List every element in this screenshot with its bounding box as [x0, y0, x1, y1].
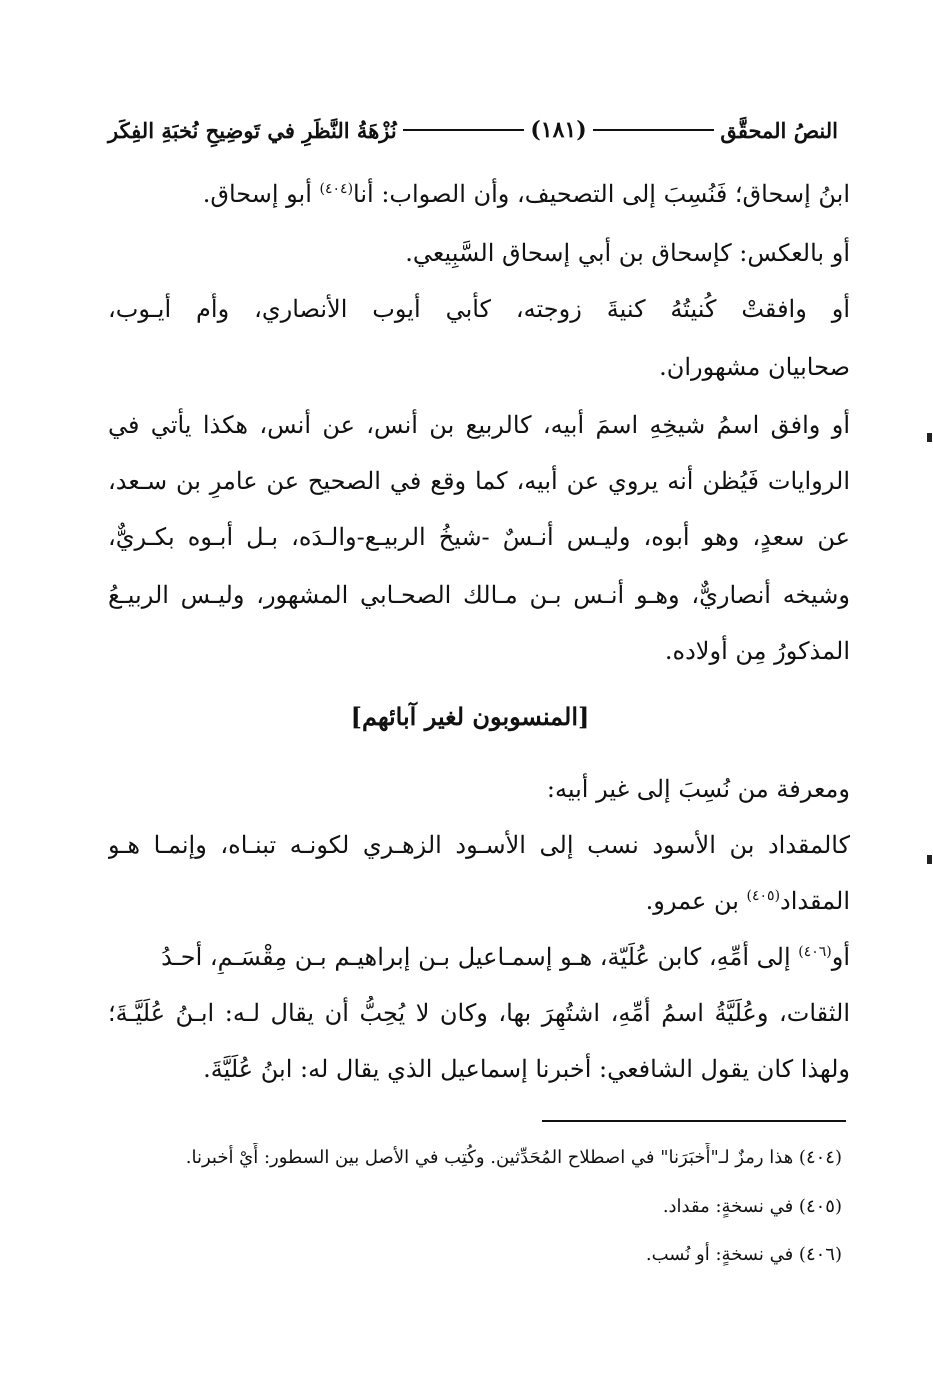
- scan-mark: [927, 433, 932, 442]
- body-text: أو: [831, 943, 850, 971]
- running-header: [108, 110, 838, 150]
- footnote: (٤٠٥) في نسخةٍ: مقداد.: [662, 1196, 842, 1217]
- body-line: أو وافقتْ كُنيتُهُ كنيةَ زوجته، كأبي أيوب الأنصاري، وأُم أيـوب،: [108, 295, 850, 323]
- body-line: ومعرفة من نُسِبَ إلى غير أبيه:: [546, 775, 850, 803]
- body-line: وشيخه أنصاريٌّ، وهـو أنـس بـن مـالك الصحـابي المشهور، وليـس الربيـعُ: [108, 581, 850, 609]
- body-line: الروايات فَيُظن أنه يروي عن أبيه، كما وقع في الصحيح عن عامرِ بن سـعد،: [108, 467, 850, 495]
- body-line: صحابيان مشهوران.: [659, 353, 850, 381]
- body-line: الثقات، وعُلَيَّةُ اسمُ أُمِّهِ، اشتُهِرَ بها، وكان لا يُحِبُّ أن يقال لـه: ابـنُ عُلَيَّـةَ؛: [108, 999, 850, 1027]
- body-line: أو وافق اسمُ شيخِهِ اسمَ أبيه، كالربيع بن أنس، عن أنس، هكذا يأتي في: [108, 411, 850, 439]
- body-line: كالمقداد بن الأسود نسب إلى الأسـود الزهـري لكونـه تبنـاه، وإنمـا هـو: [108, 831, 850, 859]
- header-left-title: نُزْهَةُ النَّظَرِ في تَوضِيحِ نُخبَةِ الفِكَر: [108, 117, 397, 143]
- scan-mark: [927, 855, 932, 864]
- body-line: [108, 177, 850, 211]
- footnote-ref: (٤٠٥): [746, 888, 781, 904]
- footnote-ref: (٤٠٤): [319, 181, 354, 197]
- body-line: [108, 884, 850, 918]
- body-line: ولهذا كان يقول الشافعي: أخبرنا إسماعيل الذي يقال له: ابنُ عُلَيَّةَ.: [203, 1055, 850, 1083]
- page-number: (١٨١): [530, 117, 587, 143]
- body-text: إلى أُمِّهِ، كابن عُلَيّة، هـو إسمـاعيل بـن إبراهيـم بـن مِقْسَـمٍ، أحـدُ: [161, 943, 799, 971]
- footnote: (٤٠٤) هذا رمزٌ لـ"أَخبَرَنا" في اصطلاح المُحَدِّثين. وكُتِب في الأصل بين السطور: أَيْ أخبرنا.: [185, 1147, 842, 1168]
- body-line: المذكورُ مِن أولاده.: [664, 637, 850, 665]
- header-rule-right: [593, 129, 715, 131]
- footnote: (٤٠٦) في نسخةٍ: أو نُسب.: [645, 1244, 842, 1265]
- header-rule-left: [403, 129, 525, 131]
- body-text: أبو إسحاق.: [202, 180, 320, 208]
- header-right-title: النصُ المحقَّق: [720, 117, 838, 143]
- body-text: بن عمرو.: [645, 887, 747, 915]
- body-text: المقداد: [780, 887, 850, 915]
- body-text: ابنُ إسحاق؛ فَنُسِبَ إلى التصحيف، وأن الصواب: أنا: [353, 180, 850, 208]
- body-line: [108, 940, 850, 974]
- section-title: [المنسوبون لغير آبائهم]: [350, 702, 590, 731]
- body-line: أو بالعكس: كإسحاق بن أبي إسحاق السَّبِيعي.: [405, 239, 850, 267]
- footnote-separator: [542, 1120, 846, 1122]
- footnote-ref: (٤٠٦): [798, 944, 832, 960]
- body-line: عن سعدٍ، وهو أبوه، وليـس أنـسٌ -شيخُ الربيـع-والـدَه، بـل أبـوه بكـريٌّ،: [108, 523, 850, 551]
